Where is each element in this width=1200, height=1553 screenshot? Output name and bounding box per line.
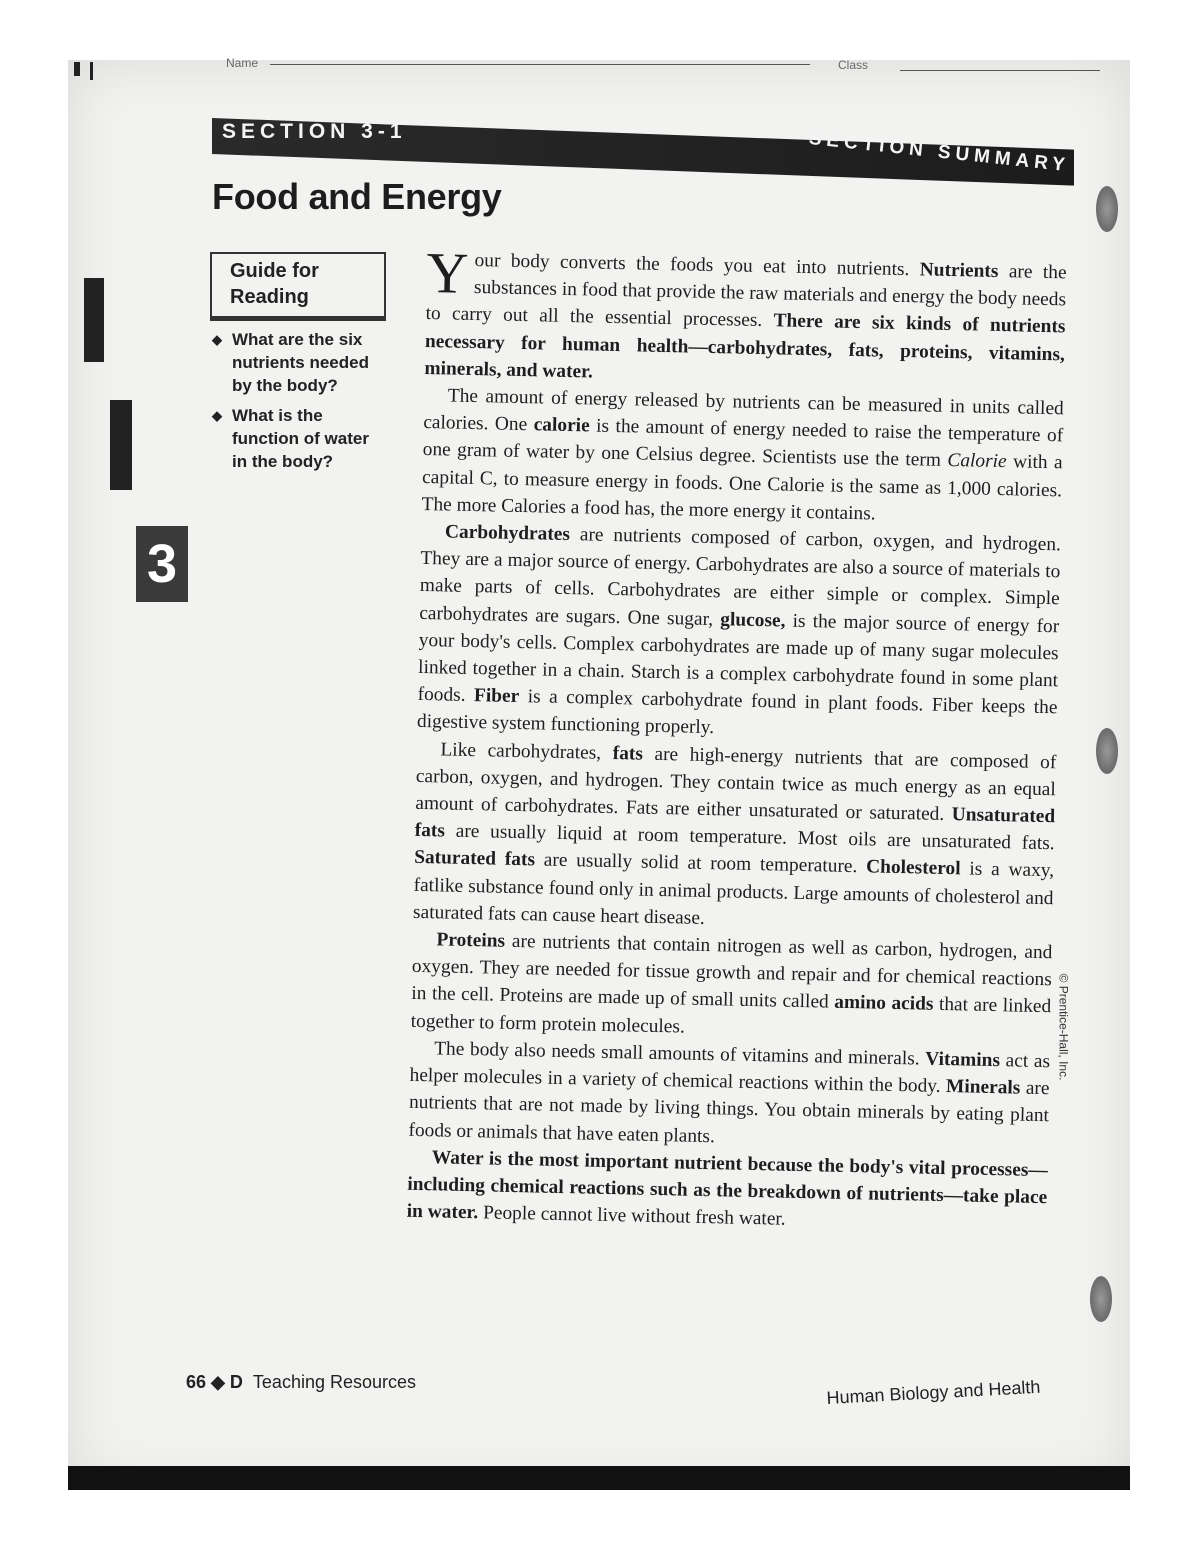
key-term: Minerals	[945, 1076, 1021, 1099]
key-term: calorie	[533, 414, 590, 437]
key-concept: Water is the most important nutrient because the body's vital processes—including chemical reactions such as the breakdown of nutrients—take place in water.	[406, 1147, 1048, 1224]
page-number: 66	[186, 1372, 207, 1392]
text-run: are usually solid at room temperature.	[534, 849, 867, 878]
unit-letter: D	[229, 1372, 243, 1392]
key-term: amino acids	[834, 992, 934, 1016]
key-term: Unsaturated fats	[414, 804, 1056, 842]
paragraph	[424, 240, 1067, 395]
text-run: are usually liquid at room temperature. Most oils are unsaturated fats.	[444, 820, 1055, 855]
diamond-bullet-icon: ◆	[212, 332, 222, 347]
key-term: Cholesterol	[865, 856, 961, 880]
page-title: Food and Energy	[212, 176, 502, 217]
text-run: with a capital C, to measure energy in foods. One Calorie is the same as 1,000 calories. The more Calories a food has, the more energy it contains.	[421, 451, 1063, 525]
guide-question	[212, 404, 382, 473]
diamond-bullet-icon: ◆	[211, 1372, 225, 1392]
name-label: Name	[226, 56, 259, 70]
key-term: Carbohydrates	[444, 521, 571, 546]
paragraph	[421, 382, 1064, 531]
section-number: SECTION 3-1	[222, 120, 407, 143]
paragraph	[408, 1035, 1050, 1157]
key-term: Proteins	[436, 929, 506, 952]
class-label: Class	[838, 58, 869, 72]
text-run: are nutrients that are not made by living things. You obtain minerals by eating plant foods or animals that have eaten plants.	[408, 1077, 1050, 1147]
key-term: glucose,	[720, 608, 786, 632]
teaching-resources-label: Teaching Resources	[252, 1372, 417, 1392]
key-term: Nutrients	[919, 259, 999, 282]
paragraph	[406, 1144, 1048, 1239]
guide-question-text: What is the function of water in the body?	[232, 406, 369, 471]
binder-hole	[1096, 186, 1118, 232]
guide-title: Guide for Reading	[230, 260, 319, 308]
paragraph	[413, 736, 1057, 940]
key-term: fats	[612, 742, 644, 765]
text-run: People cannot live without fresh water.	[478, 1202, 786, 1230]
diamond-bullet-icon: ◆	[212, 408, 222, 423]
italic-term: Calorie	[947, 450, 1007, 473]
binder-hole	[1090, 1276, 1112, 1322]
text-run: is a complex carbohydrate found in plant foods. Fiber keeps the digestive system functioning properly.	[416, 686, 1058, 739]
text-run: are nutrients composed of carbon, oxygen, and hydrogen. They are a major source of energy. Carbohydrates are also a source of materials to make parts of cells. Carbohydrates are either simple or complex. Simple carbohydrates are sugars. One sugar,	[419, 524, 1062, 630]
text-run: act as helper molecules in a variety of chemical reactions within the body.	[409, 1050, 1051, 1098]
text-run: are high-energy nutrients that are composed of carbon, oxygen, and hydrogen. They contain twice as much energy as an equal amount of carbohydrates. Fats are either unsaturated or saturated.	[415, 743, 1057, 826]
guide-question-text: What are the six nutrients needed by the body?	[232, 330, 369, 395]
book-title-footer: Human Biology and Health	[826, 1376, 1041, 1408]
section-summary-text	[406, 240, 1067, 1239]
text-run: is the amount of energy needed to raise the temperature of one gram of water by one Celsius degree. Scientists use the term	[422, 415, 1064, 472]
text-run: that are linked together to form protein molecules.	[410, 994, 1052, 1038]
name-line	[270, 64, 810, 65]
page-bottom-shadow	[68, 1466, 1130, 1490]
text-run: The amount of energy released by nutrients can be measured in units called calories. One	[423, 385, 1064, 436]
text-run: is the major source of energy for your body's cells. Complex carbohydrates are made up of many sugar molecules linked together in a chain. Starch is a complex carbohydrate found in some plant foods.	[417, 610, 1060, 707]
class-line	[900, 70, 1100, 71]
key-term: Vitamins	[925, 1048, 1001, 1072]
section-summary-label: SECTION SUMMARY	[807, 128, 1071, 177]
binding-mark	[84, 278, 104, 362]
drop-cap: Y	[425, 240, 470, 306]
binding-mark	[90, 62, 93, 80]
footer-left	[186, 1372, 416, 1393]
binding-mark	[110, 400, 132, 490]
key-term: Saturated fats	[413, 847, 536, 871]
text-run: Like carbohydrates,	[440, 739, 613, 764]
text-run: our body converts the foods you eat into nutrients.	[474, 250, 921, 281]
text-run: is a waxy, fatlike substance found only in animal products. Large amounts of cholesterol and saturated fats can cause heart disease.	[412, 858, 1055, 929]
copyright-notice: © Prentice-Hall, Inc.	[1056, 973, 1071, 1081]
paragraph	[417, 518, 1061, 749]
chapter-tab: 3	[136, 526, 188, 602]
binder-hole	[1096, 728, 1118, 774]
key-term: Fiber	[473, 685, 520, 708]
text-run: are the substances in food that provide the raw materials and energy the body needs to carry out all the essential processes.	[425, 260, 1067, 332]
binding-mark	[74, 62, 80, 76]
paragraph	[410, 926, 1052, 1048]
text-run: are nutrients that contain nitrogen as well as carbon, hydrogen, and oxygen. They are needed for tissue growth and repair and for chemical reactions in the cell. Proteins are made up of small units called	[411, 930, 1053, 1014]
guide-question	[212, 328, 382, 397]
text-run: The body also needs small amounts of vitamins and minerals.	[433, 1038, 926, 1070]
key-concept: There are six kinds of nutrients necessary for human health—carbohydrates, fats, proteins, vitamins, minerals, and water.	[424, 310, 1066, 383]
